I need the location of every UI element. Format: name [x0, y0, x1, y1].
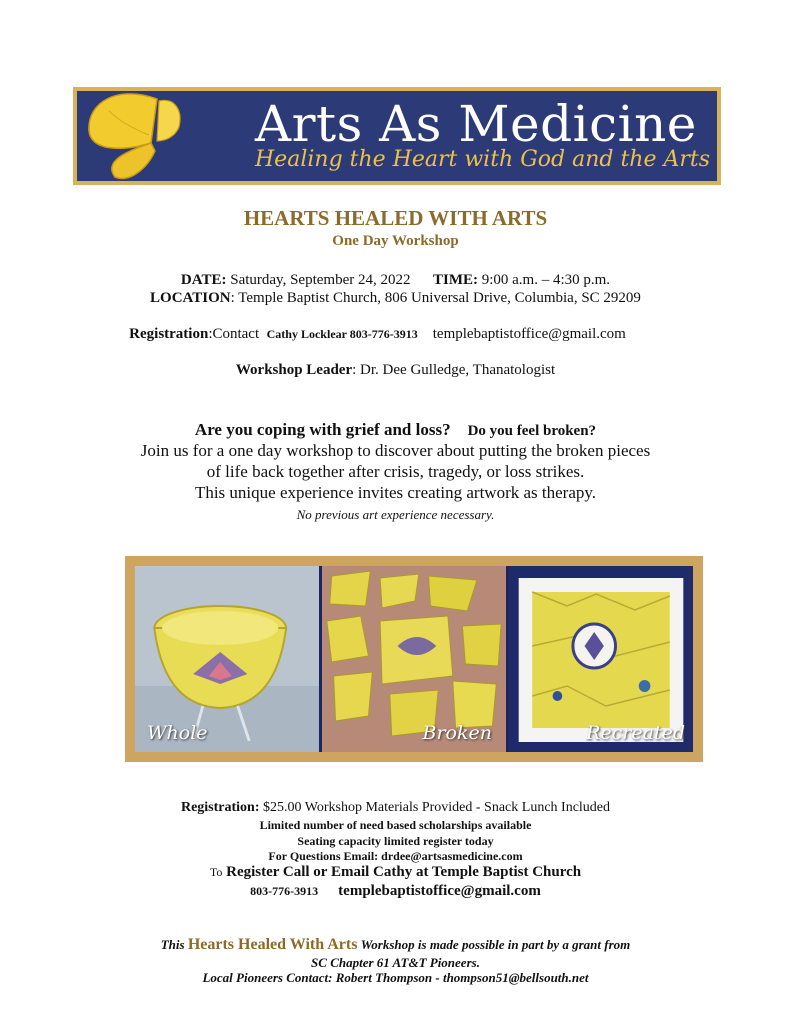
scholarship-line: Limited number of need based scholarships available	[259, 818, 532, 832]
photo-strip	[125, 556, 703, 762]
registration-fee-line	[0, 800, 791, 816]
caption-whole: Whole	[147, 722, 208, 744]
banner-subtitle: Healing the Heart with God and the Arts	[255, 147, 711, 172]
registration-contact-line	[0, 326, 773, 343]
body-line-2: of life back together after crisis, tragedy, or loss strikes.	[206, 462, 585, 481]
date-value: Saturday, September 24, 2022	[230, 272, 411, 288]
registration-label: Registration	[129, 326, 209, 342]
caption-broken: Broken	[422, 722, 492, 744]
event-title: HEARTS HEALED WITH ARTS	[243, 206, 548, 230]
photo-strip-inner	[135, 566, 693, 752]
to-word: To	[209, 865, 223, 879]
photo-broken	[322, 566, 506, 752]
time-value: 9:00 a.m. – 4:30 p.m.	[481, 272, 611, 288]
photo-whole	[135, 566, 319, 752]
date-label: DATE:	[180, 272, 227, 288]
footer-this: This	[160, 937, 185, 952]
caption-recreated: Recreated	[586, 722, 685, 744]
leader-label: Workshop Leader	[235, 362, 353, 378]
reg-fee-label: Registration:	[180, 800, 260, 815]
questions-line	[0, 420, 791, 440]
registration-name: Cathy Locklear 803-776-3913	[266, 327, 418, 341]
footer-line-1	[0, 936, 791, 954]
leader-line	[0, 362, 791, 379]
footer-local-contact: Local Pioneers Contact: Robert Thompson - thompson51@bellsouth.net	[202, 970, 589, 985]
questions-email-line: For Questions Email: drdee@artsasmedicine.com	[268, 849, 523, 863]
registration-email[interactable]: templebaptistoffice@gmail.com	[432, 326, 626, 342]
date-time-line	[0, 272, 791, 289]
banner-title: Arts As Medicine	[255, 95, 697, 153]
footer-chapter: SC Chapter 61 AT&T Pioneers.	[311, 955, 480, 970]
location-value: : Temple Baptist Church, 806 Universal Drive, Columbia, SC 29209	[230, 290, 641, 306]
register-call-text: Register Call or Email Cathy at Temple Baptist Church	[226, 864, 582, 880]
header-banner	[73, 87, 721, 185]
contact-email[interactable]: templebaptistoffice@gmail.com	[338, 883, 541, 899]
photo-recreated	[509, 566, 693, 752]
location-label: LOCATION	[150, 290, 231, 306]
reg-fee-value: $25.00 Workshop Materials Provided - Snack Lunch Included	[263, 800, 611, 815]
footer-line-2	[0, 955, 791, 971]
event-subtitle: One Day Workshop	[332, 233, 459, 249]
location-line	[0, 290, 791, 307]
body-line-1: Join us for a one day workshop to discover about putting the broken pieces	[140, 441, 651, 460]
leader-value: : Dr. Dee Gulledge, Thanatologist	[352, 362, 556, 378]
question-broken: Do you feel broken?	[467, 423, 597, 439]
body-line-3: This unique experience invites creating artwork as therapy.	[194, 483, 597, 502]
contact-phone: 803-776-3913	[250, 884, 319, 898]
question-grief: Are you coping with grief and loss?	[194, 420, 451, 439]
banner-background	[77, 91, 717, 181]
seating-line: Seating capacity limited register today	[297, 834, 494, 848]
footer-line-3	[0, 970, 791, 986]
registration-contact: :Contact	[208, 326, 260, 342]
register-call-line	[0, 864, 791, 881]
time-label: TIME:	[432, 272, 478, 288]
footer-grant-text: Workshop is made possible in part by a grant from	[360, 937, 631, 952]
contact-line	[0, 882, 791, 900]
butterfly-logo	[79, 91, 239, 181]
footer-program-name: Hearts Healed With Arts	[187, 936, 358, 953]
experience-note: No previous art experience necessary.	[296, 507, 495, 522]
